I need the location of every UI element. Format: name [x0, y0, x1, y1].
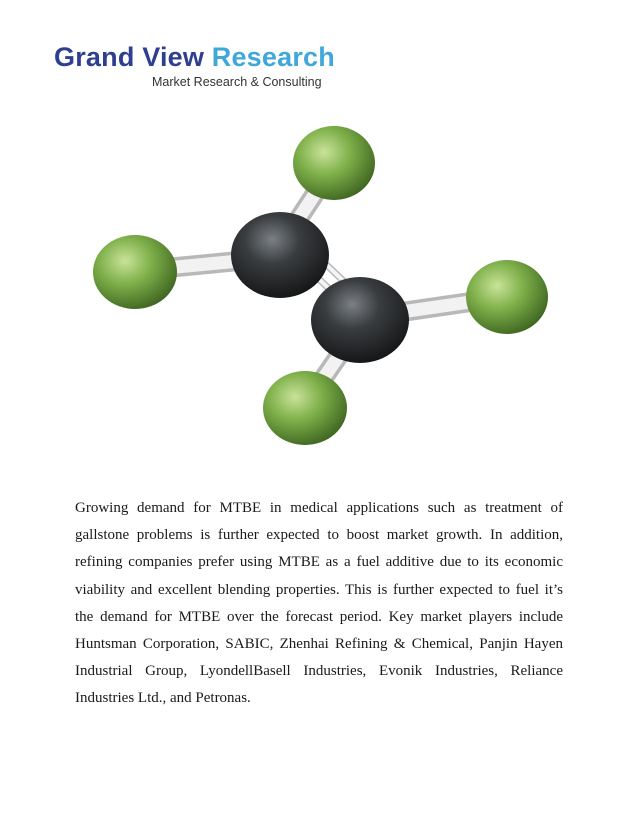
ligand-atom-top [293, 126, 375, 200]
logo-tagline: Market Research & Consulting [152, 75, 322, 89]
carbon-atom-upper [231, 212, 329, 298]
body-paragraph: Growing demand for MTBE in medical applications such as treatment of gallstone problems is further expected to boost market growth. In addition, refining companies prefer using MTBE as a fuel additive due to its economic viability and excellent blending properties. This is further expected to fuel it’s the demand for MTBE over the forecast period. Key market players include Huntsman Corporation, SABIC, Zhenhai Refining & Chemical, Panjin Hayen Industrial Group, LyondellBasell Industries, Evonik Industries, Reliance Industries Ltd., and Petronas. [75, 500, 563, 707]
logo-title [54, 40, 335, 74]
logo-word-research: Research [211, 42, 335, 72]
molecule-illustration [80, 125, 560, 460]
ligand-atom-right [466, 260, 548, 334]
company-logo [54, 40, 374, 100]
ligand-atom-left [93, 235, 177, 309]
carbon-atom-lower [311, 277, 409, 363]
logo-word-grand: Grand [54, 42, 135, 72]
ligand-atom-bottom [263, 371, 347, 445]
logo-word-view: View [142, 42, 205, 72]
